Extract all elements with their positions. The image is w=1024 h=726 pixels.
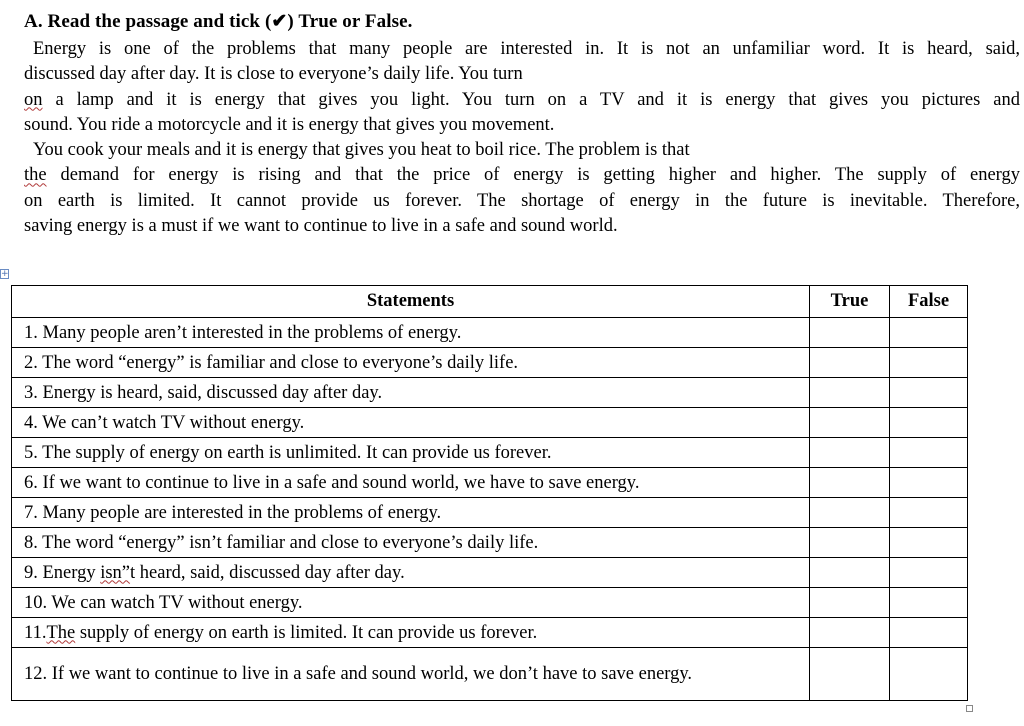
table-row	[12, 588, 968, 618]
passage-line-text: demand for energy is rising and that the price of energy is getting higher and higher. The supply of energy	[46, 165, 1020, 186]
statement-text: t heard, said, discussed day after day.	[130, 562, 405, 583]
false-tick-cell[interactable]	[890, 348, 968, 378]
false-tick-cell[interactable]	[890, 378, 968, 408]
false-tick-cell[interactable]	[890, 558, 968, 588]
table-row	[12, 648, 968, 701]
reading-passage	[24, 37, 1020, 239]
false-tick-cell[interactable]	[890, 648, 968, 701]
table-row	[12, 318, 968, 348]
table-row	[12, 558, 968, 588]
statement-text: supply of energy on earth is limited. It can provide us forever.	[75, 622, 538, 643]
table-row	[12, 618, 968, 648]
false-tick-cell[interactable]	[890, 408, 968, 438]
true-tick-cell[interactable]	[810, 528, 890, 558]
true-tick-cell[interactable]	[810, 378, 890, 408]
spellcheck-underlined-word: on	[24, 89, 43, 110]
false-tick-cell[interactable]	[890, 528, 968, 558]
statement-cell: 7. Many people are interested in the problems of energy.	[12, 498, 810, 528]
passage-line-text: a lamp and it is energy that gives you light. You turn on a TV and it is energy that gives you pictures and	[42, 89, 1020, 110]
passage-line: sound. You ride a motorcycle and it is energy that gives you movement.	[24, 114, 555, 135]
true-tick-cell[interactable]	[810, 348, 890, 378]
true-tick-cell[interactable]	[810, 438, 890, 468]
statement-cell: 10. We can watch TV without energy.	[12, 588, 810, 618]
true-false-table	[11, 285, 968, 701]
header-false: False	[890, 286, 968, 318]
header-statements: Statements	[12, 286, 810, 318]
statement-cell: 1. Many people aren’t interested in the problems of energy.	[12, 318, 810, 348]
statement-cell	[12, 618, 810, 648]
true-tick-cell[interactable]	[810, 618, 890, 648]
statement-cell: 12. If we want to continue to live in a safe and sound world, we don’t have to save energy.	[12, 648, 810, 701]
table-move-handle-icon[interactable]: +	[1, 269, 9, 279]
passage-line: You cook your meals and it is energy that gives you heat to boil rice. The problem is that	[33, 140, 690, 161]
false-tick-cell[interactable]	[890, 618, 968, 648]
passage-line: saving energy is a must if we want to continue to live in a safe and sound world.	[24, 216, 618, 237]
true-tick-cell[interactable]	[810, 648, 890, 701]
false-tick-cell[interactable]	[890, 588, 968, 618]
table-row	[12, 348, 968, 378]
passage-line	[24, 88, 1020, 113]
false-tick-cell[interactable]	[890, 438, 968, 468]
statement-cell: 8. The word “energy” isn’t familiar and close to everyone’s daily life.	[12, 528, 810, 558]
true-tick-cell[interactable]	[810, 468, 890, 498]
spellcheck-underlined-word: isn”	[100, 562, 131, 583]
true-tick-cell[interactable]	[810, 408, 890, 438]
passage-line: on earth is limited. It cannot provide us forever. The shortage of energy in the future is inevitable. Therefore,	[24, 190, 1020, 211]
statement-cell: 2. The word “energy” is familiar and close to everyone’s daily life.	[12, 348, 810, 378]
spellcheck-underlined-word: The	[46, 622, 76, 643]
table-row	[12, 468, 968, 498]
table-row	[12, 378, 968, 408]
statement-cell	[12, 558, 810, 588]
header-true: True	[810, 286, 890, 318]
table-row	[12, 528, 968, 558]
passage-line	[24, 163, 1020, 188]
false-tick-cell[interactable]	[890, 498, 968, 528]
statement-cell: 6. If we want to continue to live in a safe and sound world, we have to save energy.	[12, 468, 810, 498]
true-tick-cell[interactable]	[810, 498, 890, 528]
false-tick-cell[interactable]	[890, 318, 968, 348]
true-tick-cell[interactable]	[810, 318, 890, 348]
passage-line: discussed day after day. It is close to everyone’s daily life. You turn	[24, 64, 523, 85]
table-row	[12, 498, 968, 528]
passage-line: Energy is one of the problems that many people are interested in. It is not an unfamiliar word. It is heard, said,	[33, 39, 1020, 59]
statement-text: 11.	[24, 622, 47, 643]
table-header-row	[12, 286, 968, 318]
section-heading: A. Read the passage and tick (✔) True or False.	[24, 11, 413, 32]
statement-cell: 3. Energy is heard, said, discussed day after day.	[12, 378, 810, 408]
false-tick-cell[interactable]	[890, 468, 968, 498]
true-tick-cell[interactable]	[810, 588, 890, 618]
table-row	[12, 438, 968, 468]
statement-cell: 5. The supply of energy on earth is unlimited. It can provide us forever.	[12, 438, 810, 468]
spellcheck-underlined-word: the	[24, 165, 47, 186]
table-resize-handle-icon[interactable]	[966, 705, 973, 712]
statement-cell: 4. We can’t watch TV without energy.	[12, 408, 810, 438]
statement-text: 9. Energy	[24, 562, 101, 583]
table-row	[12, 408, 968, 438]
true-tick-cell[interactable]	[810, 558, 890, 588]
